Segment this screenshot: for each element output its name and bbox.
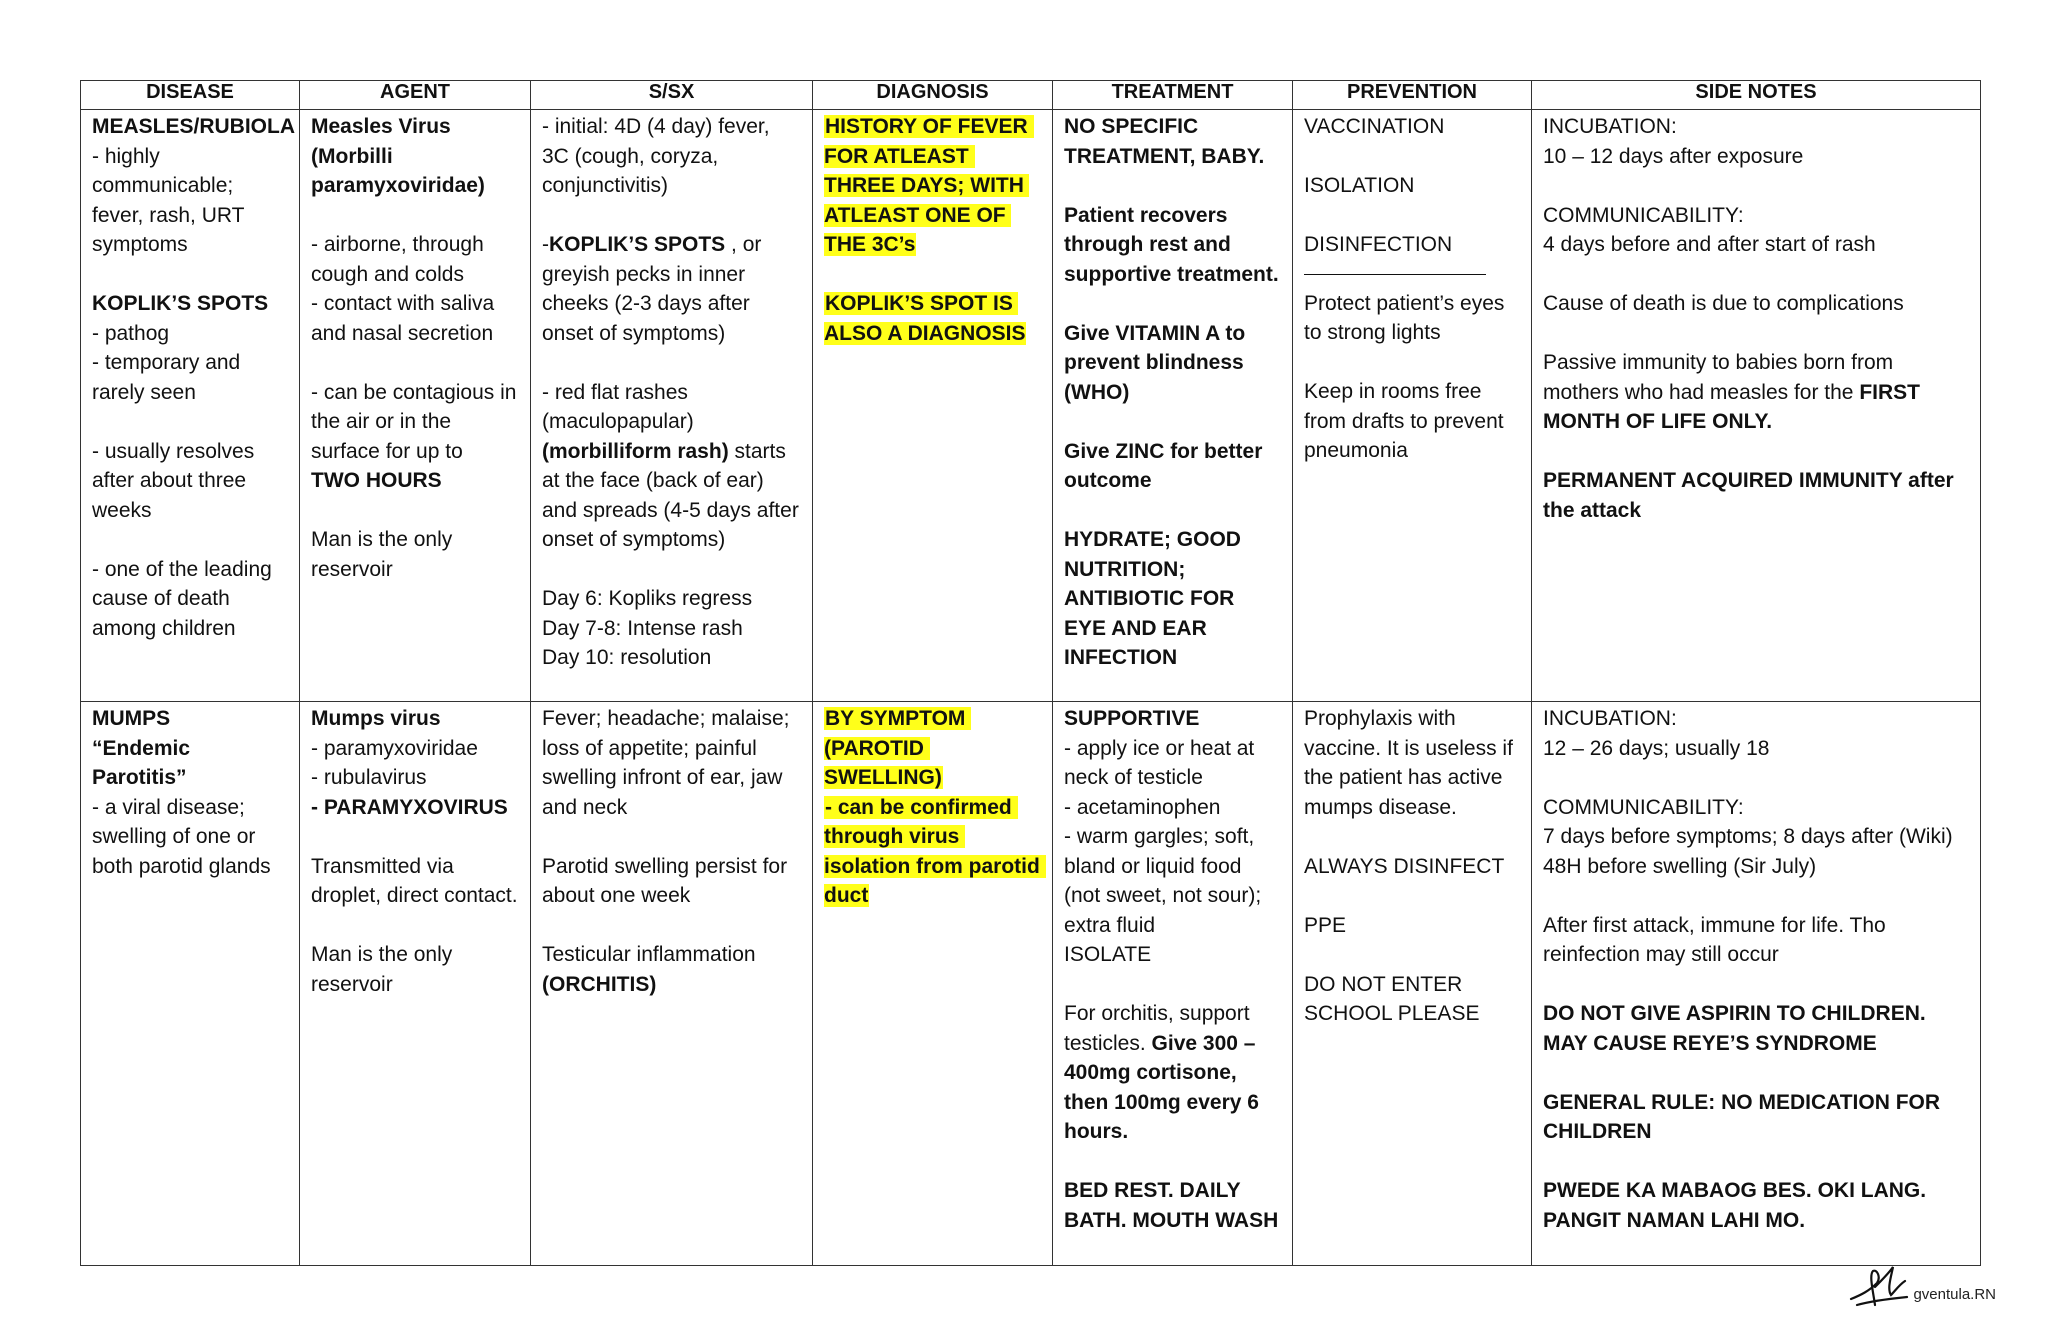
text: - one of the leading cause of death among children: [92, 557, 278, 640]
cell-line: [311, 734, 520, 764]
bold-text: “Endemic Parotitis”: [92, 736, 196, 789]
header-diagnosis: DIAGNOSIS: [813, 81, 1053, 110]
cell-line: [1543, 1058, 1970, 1088]
bold-text: KOPLIK’S SPOTS: [92, 292, 269, 315]
text: 4 days before and after start of rash: [1543, 233, 1876, 256]
cell-line: [1543, 852, 1970, 882]
cell-line: [824, 112, 1042, 260]
text: - rubulavirus: [311, 766, 427, 789]
cell-line: [1304, 940, 1521, 970]
cell-line: [92, 289, 289, 319]
cell-line: [1543, 319, 1970, 349]
text: ISOLATE: [1064, 943, 1152, 966]
cell-line: [1543, 881, 1970, 911]
text: Protect patient’s eyes to strong lights: [1304, 291, 1511, 344]
cell-line: [824, 704, 1042, 793]
cell-line: [1543, 230, 1970, 260]
bold-text: NO SPECIFIC TREATMENT, BABY.: [1064, 115, 1265, 168]
cell-line: [92, 555, 289, 644]
cell-line: [92, 437, 289, 526]
text: Keep in rooms free from drafts to prevent pneumonia: [1304, 380, 1510, 462]
cell-line: [1304, 112, 1521, 142]
cell-line: [542, 822, 802, 852]
bold-text: Patient recovers through rest and supportive treatment.: [1064, 203, 1279, 286]
cell-line: [542, 940, 802, 970]
text: , or greyish pecks in inner cheeks (2-3 days after onset of symptoms): [542, 233, 768, 345]
cell-line: [1064, 525, 1282, 673]
cell-agent: [300, 110, 531, 702]
cell-side-notes: [1532, 702, 1981, 1266]
cell-line: [311, 230, 520, 289]
cell-line: [311, 822, 520, 852]
text: Man is the only reservoir: [311, 528, 459, 581]
text: COMMUNICABILITY:: [1543, 203, 1744, 227]
text: Man is the only reservoir: [311, 943, 459, 996]
cell-line: [542, 348, 802, 378]
cell-line: [1304, 348, 1521, 378]
cell-side-notes: [1532, 110, 1981, 702]
cell-line: [1543, 1088, 1970, 1147]
highlighted-text: BY SYMPTOM (PAROTID SWELLING): [824, 707, 972, 789]
cell-line: [1304, 970, 1521, 1029]
text: starts at the face (back of ear) and spreads (4-5 days after onset of symptoms): [542, 439, 805, 551]
text: - usually resolves after about three weeks: [92, 439, 261, 522]
cell-line: [92, 734, 289, 793]
bold-text: TWO HOURS: [311, 469, 442, 492]
bold-text: PWEDE KA MABAOG BES. OKI LANG. PANGIT NAMAN LAHI MO.: [1543, 1179, 1932, 1232]
bold-text: GENERAL RULE: NO MEDICATION FOR CHILDREN: [1543, 1090, 1946, 1143]
cell-treatment: [1053, 702, 1293, 1266]
text: Parotid swelling persist for about one week: [542, 854, 793, 907]
cell-line: [1543, 793, 1970, 823]
cell-diagnosis: [813, 110, 1053, 702]
bold-text: HYDRATE; GOOD NUTRITION; ANTIBIOTIC FOR EYE AND EAR INFECTION: [1064, 528, 1247, 669]
cell-line: [1064, 201, 1282, 290]
cell-line: [1064, 793, 1282, 823]
cell-line: [1543, 999, 1970, 1058]
header-prevention: PREVENTION: [1293, 81, 1532, 110]
text: - airborne, through cough and colds: [311, 233, 490, 286]
text: -: [542, 233, 549, 256]
bold-text: SUPPORTIVE: [1064, 707, 1200, 730]
cell-ssx: [531, 702, 813, 1266]
header-row: [81, 81, 1981, 110]
cell-line: [1304, 171, 1521, 201]
cell-line: [542, 201, 802, 231]
text: - temporary and rarely seen: [92, 351, 247, 404]
signature-icon: [1847, 1261, 1909, 1309]
bold-text: (morbilliform rash): [542, 439, 729, 463]
cell-line: [1064, 289, 1282, 319]
cell-line: [542, 911, 802, 941]
cell-diagnosis: [813, 702, 1053, 1266]
cell-line: [1064, 112, 1282, 171]
text: - warm gargles; soft, bland or liquid food (not sweet, not sour); extra fluid: [1064, 825, 1268, 937]
bold-text: PERMANENT ACQUIRED IMMUNITY after the attack: [1543, 469, 1960, 522]
cell-line: [92, 319, 289, 349]
cell-line: [311, 112, 520, 201]
text: Day 7-8: Intense rash: [542, 616, 743, 640]
cell-prevention: [1293, 702, 1532, 1266]
cell-line: [92, 407, 289, 437]
cell-line: [311, 911, 520, 941]
text: Transmitted via droplet, direct contact.: [311, 854, 518, 907]
cell-line: [1304, 881, 1521, 911]
bold-text: BED REST. DAILY BATH. MOUTH WASH: [1064, 1179, 1279, 1232]
cell-line: [824, 289, 1042, 348]
cell-line: [1543, 1176, 1970, 1235]
text: - acetaminophen: [1064, 795, 1221, 819]
divider-line: [1304, 260, 1486, 275]
text: INCUBATION:: [1543, 707, 1677, 730]
text: Passive immunity to babies born from mothers who had measles for the: [1543, 351, 1899, 404]
cell-line: [542, 378, 802, 437]
cell-line: [1064, 1176, 1282, 1235]
text: Day 10: resolution: [542, 646, 712, 669]
cell-line: [92, 142, 289, 260]
cell-line: [1304, 142, 1521, 172]
cell-line: [1064, 822, 1282, 940]
cell-line: [1543, 911, 1970, 970]
cell-line: [92, 112, 296, 142]
text: 12 – 26 days; usually 18: [1543, 736, 1770, 760]
cell-line: [92, 793, 289, 882]
cell-prevention: [1293, 110, 1532, 702]
text: - paramyxoviridae: [311, 736, 478, 760]
text: - a viral disease; swelling of one or both parotid glands: [92, 795, 271, 878]
bold-text: FIRST MONTH OF LIFE ONLY.: [1543, 380, 1926, 433]
text: For orchitis, support testicles.: [1064, 1002, 1256, 1055]
header-disease: DISEASE: [81, 81, 300, 110]
highlighted-text: HISTORY OF FEVER FOR ATLEAST THREE DAYS; WITH ATLEAST ONE OF THE 3C’s: [824, 115, 1034, 256]
text: Cause of death is due to complications: [1543, 292, 1904, 315]
text: 7 days before symptoms; 8 days after (Wiki): [1543, 825, 1953, 848]
cell-line: [1064, 999, 1282, 1147]
cell-line: [311, 763, 520, 793]
cell-agent: [300, 702, 531, 1266]
cell-line: [542, 230, 802, 348]
cell-line: [1304, 201, 1521, 231]
cell-line: [1543, 289, 1970, 319]
cell-line: [311, 852, 520, 911]
text: - contact with saliva and nasal secretion: [311, 292, 501, 345]
text: Testicular inflammation: [542, 943, 756, 966]
cell-line: [1064, 171, 1282, 201]
cell-line: [1064, 319, 1282, 408]
text: - red flat rashes (maculopapular): [542, 380, 694, 433]
cell-line: [542, 704, 802, 822]
text: INCUBATION:: [1543, 115, 1677, 138]
cell-line: [542, 643, 802, 673]
cell-line: [311, 348, 520, 378]
signature-handle: gventula.RN: [1913, 1286, 1996, 1303]
cell-line: [311, 704, 520, 734]
cell-line: [1543, 142, 1970, 172]
cell-line: [92, 348, 289, 407]
cell-line: [1543, 1147, 1970, 1177]
cell-line: [311, 378, 523, 467]
cell-line: [311, 289, 520, 348]
cell-line: [311, 466, 520, 496]
cell-line: [542, 112, 802, 201]
text: ISOLATION: [1304, 174, 1415, 197]
bold-text: DO NOT GIVE ASPIRIN TO CHILDREN. MAY CAUSE REYE’S SYNDROME: [1543, 1002, 1932, 1055]
cell-line: [824, 260, 1042, 290]
text: 10 – 12 days after exposure: [1543, 144, 1804, 168]
cell-line: [1543, 970, 1970, 1000]
cell-line: [1543, 437, 1970, 467]
disease-table: [80, 80, 1981, 1266]
text: Fever; headache; malaise; loss of appetite; painful swelling infront of ear, jaw and neck: [542, 707, 796, 819]
cell-line: [1543, 822, 1970, 852]
cell-line: [1064, 437, 1282, 496]
text: DO NOT ENTER SCHOOL PLEASE: [1304, 972, 1480, 1025]
cell-line: [1543, 112, 1970, 142]
text: After first attack, immune for life. Tho reinfection may still occur: [1543, 913, 1892, 966]
cell-line: [1543, 171, 1970, 201]
highlighted-text: KOPLIK’S SPOT IS ALSO A DIAGNOSIS: [824, 292, 1026, 345]
cell-disease: [81, 110, 300, 702]
table-row-mumps: [81, 702, 1981, 1266]
bold-text: MUMPS: [92, 707, 171, 730]
cell-line: [1064, 407, 1282, 437]
text: DISINFECTION: [1304, 233, 1453, 256]
cell-line: [1064, 704, 1282, 734]
cell-line: [1543, 734, 1970, 764]
bold-text: MEASLES/RUBIOLA: [92, 115, 296, 138]
disease-comparison-sheet: [80, 80, 1980, 1266]
bold-text: Mumps virus: [311, 707, 441, 730]
cell-ssx: [531, 110, 813, 702]
cell-line: [311, 496, 520, 526]
bold-text: Give 300 – 400mg cortisone, then 100mg every 6 hours.: [1064, 1031, 1265, 1143]
cell-line: [1543, 763, 1970, 793]
text: - apply ice or heat at neck of testicle: [1064, 736, 1261, 789]
cell-line: [1304, 852, 1521, 882]
cell-line: [311, 525, 520, 584]
cell-line: [1304, 377, 1521, 466]
cell-line: [542, 555, 802, 585]
text: Day 6: Kopliks regress: [542, 587, 753, 610]
text: VACCINATION: [1304, 115, 1445, 138]
text: Prophylaxis with vaccine. It is useless if the patient has active mumps disease.: [1304, 707, 1519, 819]
signature-block: [1847, 1261, 1996, 1309]
cell-line: [311, 793, 520, 823]
cell-disease: [81, 702, 300, 1266]
highlighted-text: - can be confirmed through virus isolation from parotid duct: [824, 795, 1046, 907]
text: - highly communicable; fever, rash, URT symptoms: [92, 144, 250, 256]
cell-treatment: [1053, 110, 1293, 702]
bold-text: (ORCHITIS): [542, 972, 657, 996]
cell-line: [542, 437, 805, 555]
bold-text: KOPLIK’S SPOTS: [549, 233, 726, 256]
cell-line: [1064, 970, 1282, 1000]
cell-line: [92, 704, 289, 734]
header-ssx: S/SX: [531, 81, 813, 110]
table-row-measles: [81, 110, 1981, 702]
header-treatment: TREATMENT: [1053, 81, 1293, 110]
text: ALWAYS DISINFECT: [1304, 854, 1505, 878]
text: - pathog: [92, 321, 170, 345]
cell-line: [1064, 1147, 1282, 1177]
cell-line: [1543, 466, 1970, 525]
cell-line: [92, 260, 289, 290]
cell-line: [1064, 940, 1282, 970]
cell-line: [1543, 348, 1970, 437]
bold-text: Measles Virus (Morbilli paramyxoviridae): [311, 115, 485, 197]
cell-line: [542, 614, 802, 644]
bold-text: Give VITAMIN A to prevent blindness (WHO): [1064, 321, 1252, 404]
cell-line: [1064, 496, 1282, 526]
cell-line: [1304, 230, 1521, 260]
cell-line: [92, 525, 289, 555]
text: PPE: [1304, 913, 1347, 937]
cell-line: [1304, 911, 1521, 941]
cell-line: [311, 940, 520, 999]
text: - initial: 4D (4 day) fever, 3C (cough, coryza, conjunctivitis): [542, 115, 776, 197]
header-side-notes: SIDE NOTES: [1532, 81, 1981, 110]
bold-text: - PARAMYXOVIRUS: [311, 795, 508, 819]
cell-line: [1064, 734, 1282, 793]
cell-line: [1304, 289, 1521, 348]
text: COMMUNICABILITY:: [1543, 795, 1744, 819]
cell-line: [1543, 201, 1970, 231]
bold-text: Give ZINC for better outcome: [1064, 439, 1269, 492]
cell-line: [542, 852, 802, 911]
cell-line: [1304, 822, 1521, 852]
cell-line: [824, 793, 1046, 911]
header-agent: AGENT: [300, 81, 531, 110]
text: - can be contagious in the air or in the surface for up to: [311, 380, 523, 463]
cell-line: [542, 584, 802, 614]
cell-line: [311, 201, 520, 231]
cell-line: [1304, 704, 1521, 822]
cell-line: [1543, 260, 1970, 290]
cell-line: [1543, 704, 1970, 734]
text: 48H before swelling (Sir July): [1543, 854, 1817, 878]
cell-line: [542, 970, 802, 1000]
